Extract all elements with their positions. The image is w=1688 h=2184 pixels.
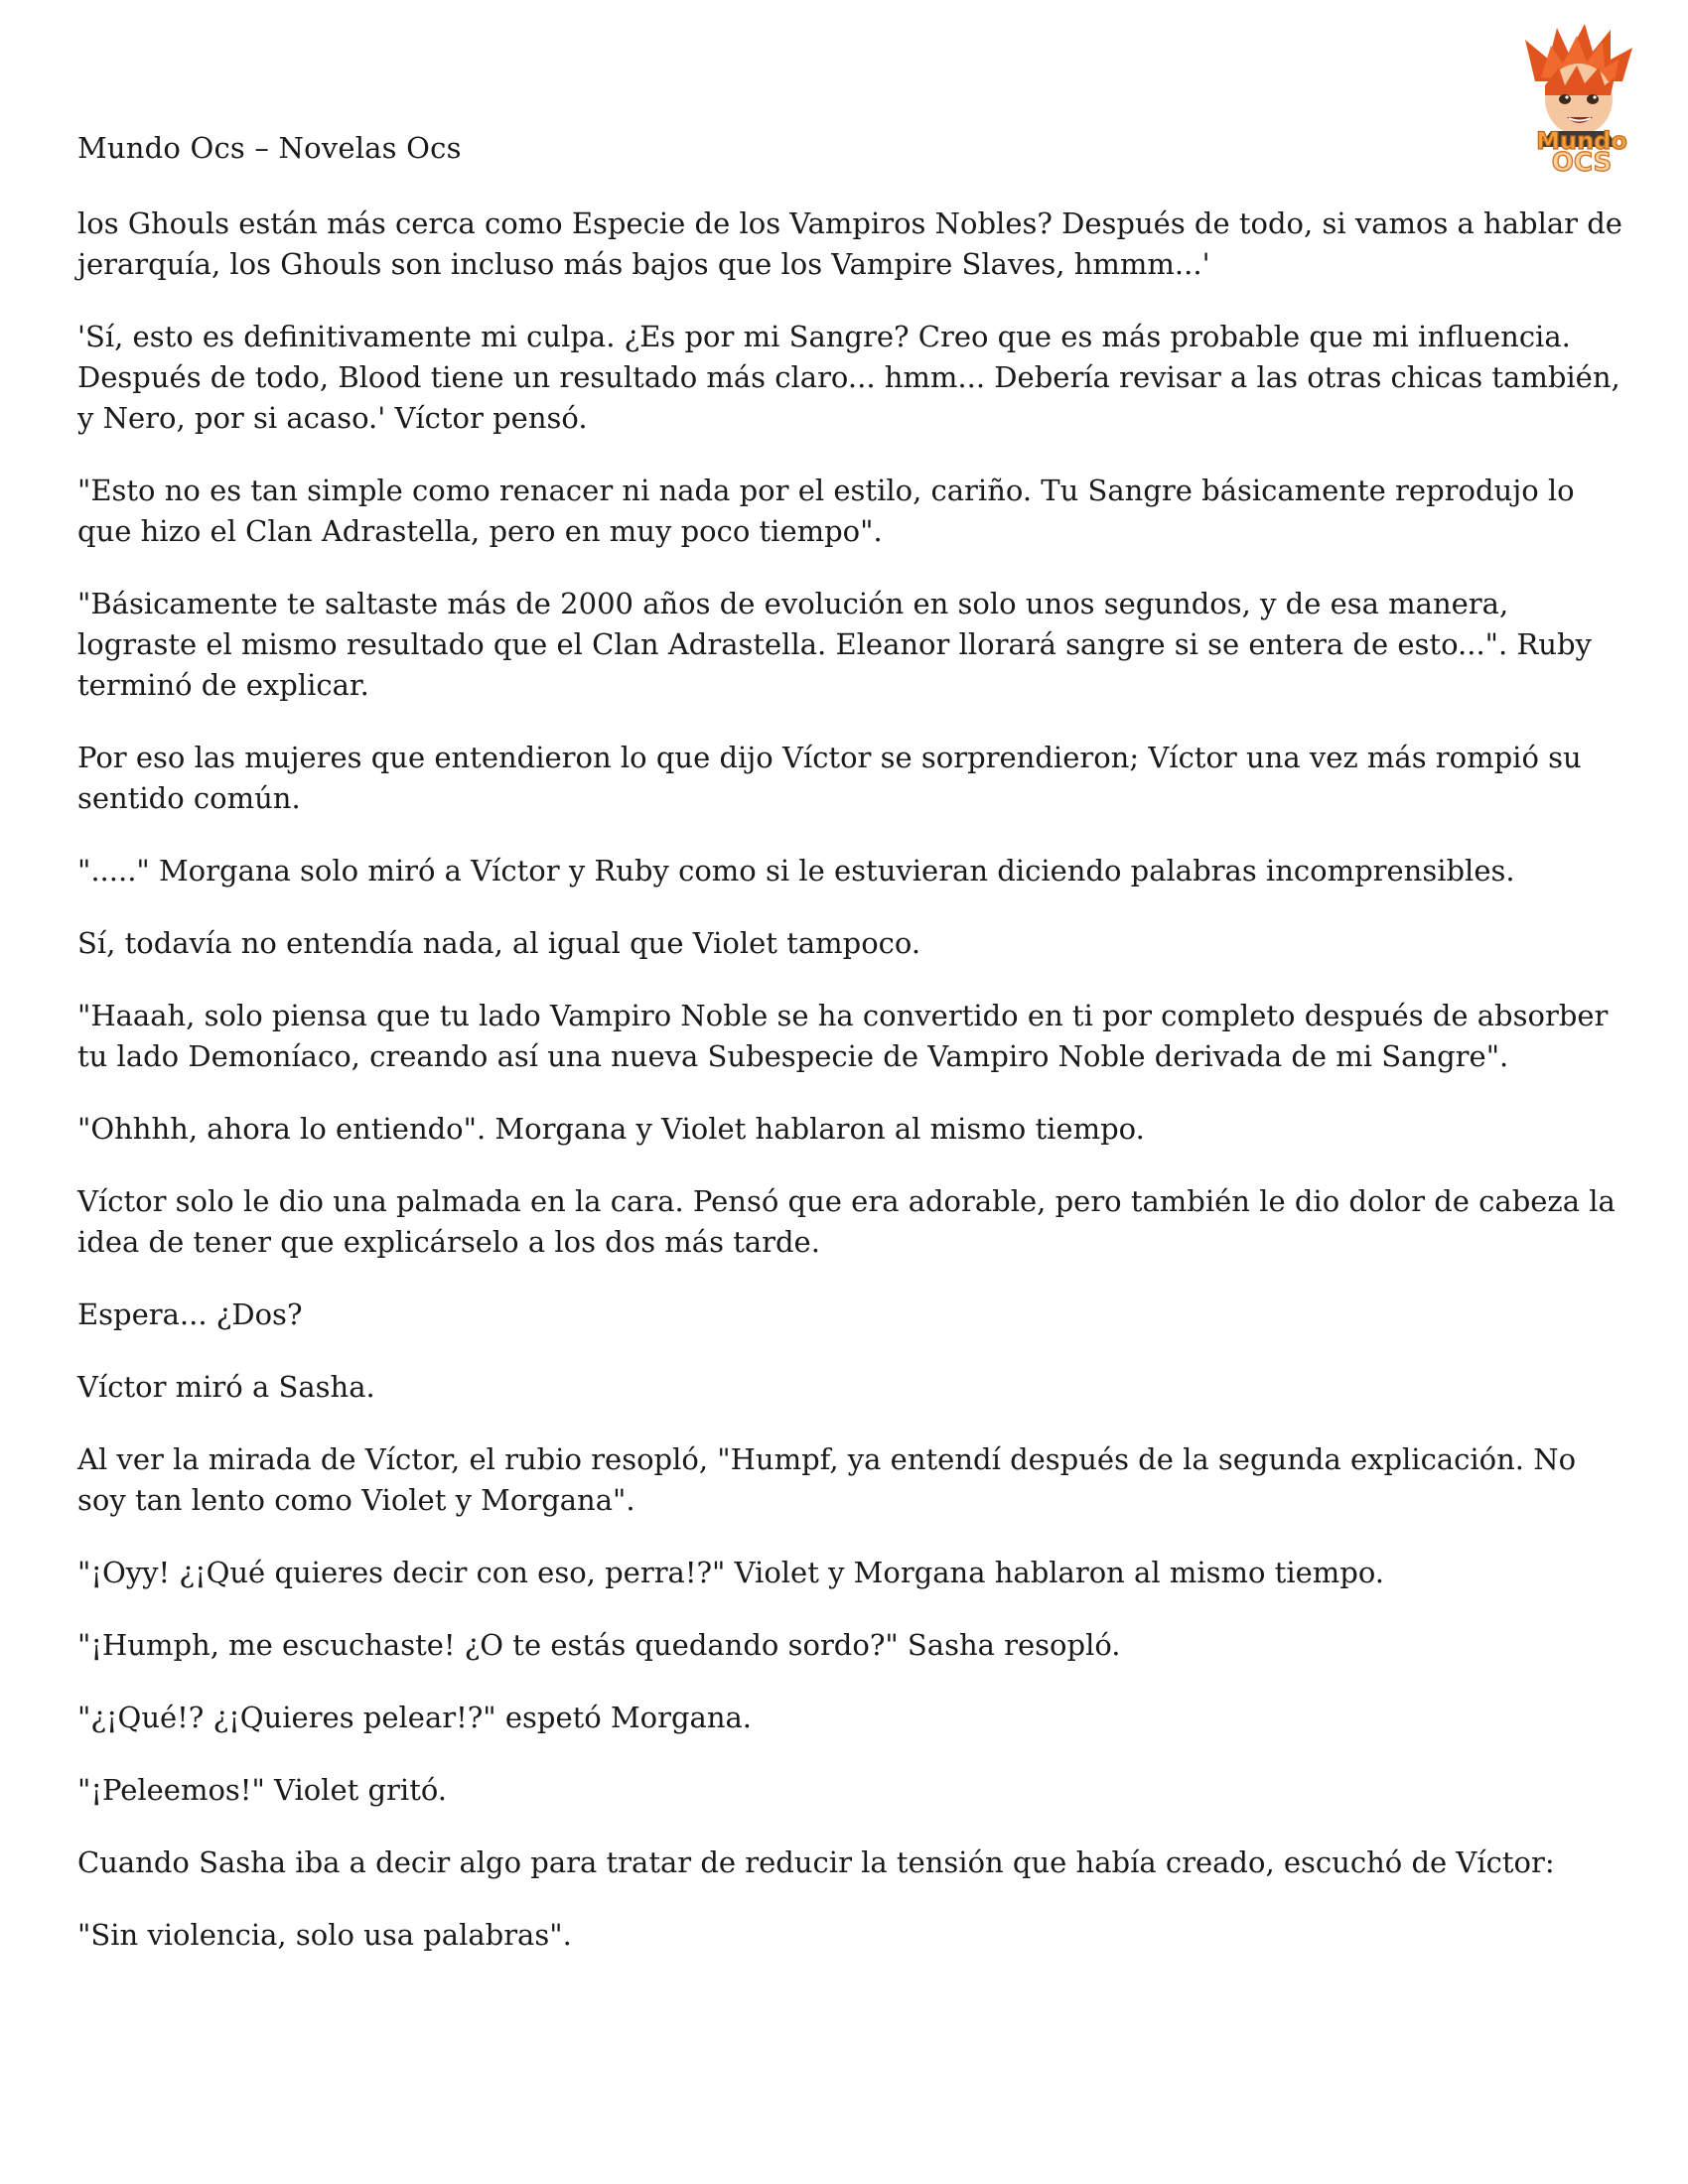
paragraph: "Esto no es tan simple como renacer ni nada por el estilo, cariño. Tu Sangre básicamente reprodujo lo que hizo el Clan Adrastella, pero en muy poco tiempo". [77, 474, 1575, 548]
page-header-title: Mundo Ocs – Novelas Ocs [77, 131, 462, 165]
paragraph: "¡Oyy! ¿¡Qué quieres decir con eso, perra!?" Violet y Morgana hablaron al mismo tiempo. [77, 1556, 1384, 1589]
chapter-body [77, 204, 1626, 1987]
paragraph: 'Sí, esto es definitivamente mi culpa. ¿Es por mi Sangre? Creo que es más probable que mi influencia. Después de todo, Blood tiene un resultado más claro... hmm... Debería revisar a las otras chicas también, y Nero, por si acaso.' Víctor pensó. [77, 320, 1620, 435]
paragraph: Al ver la mirada de Víctor, el rubio resopló, "Humpf, ya entendí después de la segunda explicación. No soy tan lento como Violet y Morgana". [77, 1442, 1577, 1517]
paragraph: "Ohhhh, ahora lo entiendo". Morgana y Violet hablaron al mismo tiempo. [77, 1112, 1145, 1146]
logo-text-line2: OCS [1551, 148, 1613, 174]
paragraph: Sí, todavía no entendía nada, al igual que Violet tampoco. [77, 926, 921, 960]
paragraph: los Ghouls están más cerca como Especie de los Vampiros Nobles? Después de todo, si vamos a hablar de jerarquía, los Ghouls son incluso más bajos que los Vampire Slaves, hmmm...' [77, 206, 1622, 281]
logo-text-line1: Mundo [1536, 127, 1627, 155]
paragraph: Víctor solo le dio una palmada en la cara. Pensó que era adorable, pero también le dio dolor de cabeza la idea de tener que explicárselo a los dos más tarde. [77, 1184, 1616, 1259]
paragraph: Víctor miró a Sasha. [77, 1370, 375, 1404]
paragraph: Por eso las mujeres que entendieron lo que dijo Víctor se sorprendieron; Víctor una vez más rompió su sentido común. [77, 741, 1582, 815]
paragraph: "Básicamente te saltaste más de 2000 años de evolución en solo unos segundos, y de esa manera, lograste el mismo resultado que el Clan Adrastella. Eleanor llorará sangre si se entera de esto...". Ruby terminó de explicar. [77, 587, 1592, 702]
paragraph: Espera... ¿Dos? [77, 1297, 303, 1331]
paragraph: "....." Morgana solo miró a Víctor y Ruby como si le estuvieran diciendo palabras incomprensibles. [77, 854, 1515, 887]
paragraph: "¿¡Qué!? ¿¡Quieres pelear!?" espetó Morgana. [77, 1701, 753, 1734]
paragraph: "Haaah, solo piensa que tu lado Vampiro Noble se ha convertido en ti por completo después de absorber tu lado Demoníaco, creando así una nueva Subespecie de Vampiro Noble derivada de mi Sangre". [77, 999, 1609, 1073]
paragraph: "¡Humph, me escuchaste! ¿O te estás quedando sordo?" Sasha resopló. [77, 1628, 1121, 1662]
paragraph: "¡Peleemos!" Violet gritó. [77, 1773, 448, 1807]
paragraph: "Sin violencia, solo usa palabras". [77, 1918, 572, 1952]
mundo-ocs-logo-icon [1507, 20, 1656, 174]
paragraph: Cuando Sasha iba a decir algo para tratar de reducir la tensión que había creado, escuchó de Víctor: [77, 1845, 1555, 1879]
